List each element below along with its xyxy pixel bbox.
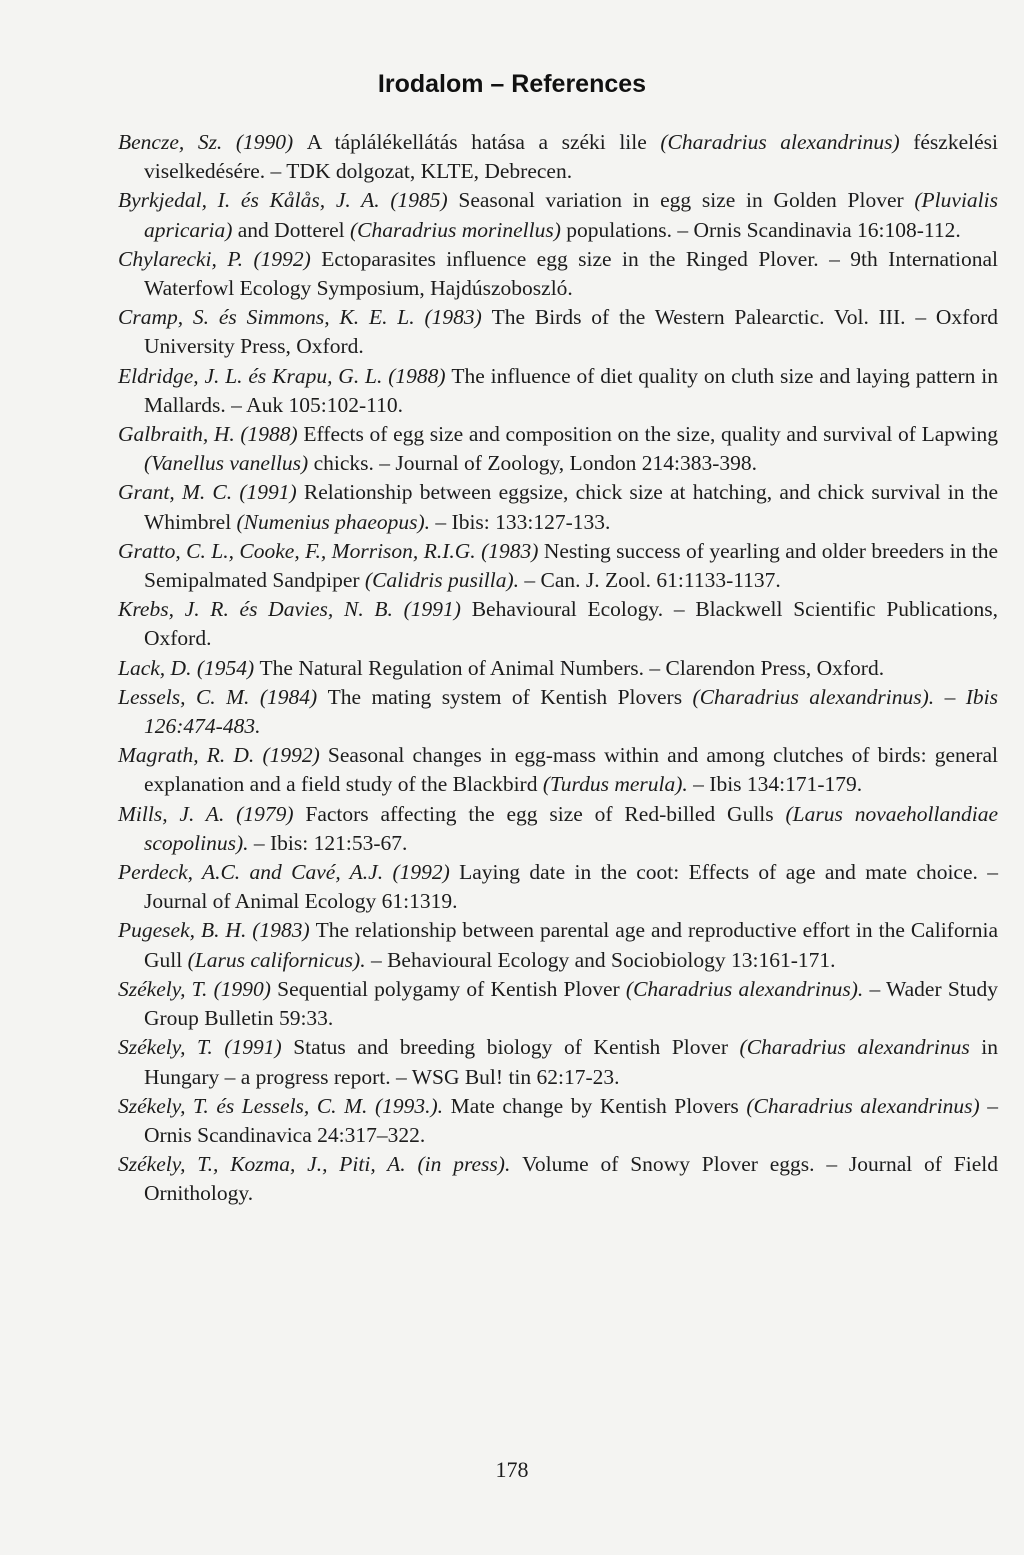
reference-italic-text: (Charadrius alexandrinus).	[625, 976, 864, 1001]
reference-italic-text: (Turdus merula).	[542, 772, 688, 797]
reference-italic-text: Grant, M. C. (1991)	[118, 480, 304, 505]
reference-italic-text: Gratto, C. L., Cooke, F., Morrison, R.I.G. (1983)	[118, 538, 544, 563]
reference-entry	[118, 654, 998, 683]
reference-entry	[118, 303, 998, 361]
reference-text: Behavioural Ecology. – Blackwell Scientific Publications, Oxford.	[144, 597, 999, 651]
reference-text: A táplálékellátás hatása a széki lile	[306, 130, 661, 154]
reference-entry	[118, 595, 998, 653]
reference-text: chicks. – Journal of Zoology, London 214:383-398.	[308, 451, 758, 476]
reference-entry	[118, 1033, 998, 1091]
reference-text: Status and breeding biology of Kentish Plover	[293, 1035, 740, 1060]
reference-text: The influence of diet quality on cluth size and laying pattern in Mallards. – Auk 105:102-110.	[144, 363, 998, 417]
reference-entry	[118, 741, 998, 799]
reference-text: Nesting success of yearling and older breeders in the Semipalmated Sandpiper	[144, 538, 998, 593]
reference-text: – Can. J. Zool. 61:1133-1137.	[519, 568, 781, 593]
reference-italic-text: (Larus californicus).	[187, 947, 366, 972]
reference-text: – Wader Study Group Bulletin 59:33.	[144, 976, 999, 1031]
reference-italic-text: Lessels, C. M. (1984)	[118, 684, 328, 709]
reference-entry	[118, 362, 998, 420]
reference-entry	[118, 186, 998, 244]
reference-italic-text: (Larus novaehollandiae scopolinus).	[144, 801, 999, 855]
reference-entry	[118, 537, 998, 595]
reference-text: Seasonal changes in egg-mass within and among clutches of birds: general explanation and a field study of the Blackbird	[144, 743, 998, 797]
reference-text: Effects of egg size and composition on the size, quality and survival of Lapwing	[303, 422, 998, 447]
reference-text: The Natural Regulation of Animal Numbers. – Clarendon Press, Oxford.	[259, 655, 885, 680]
reference-italic-text: Magrath, R. D. (1992)	[118, 743, 328, 768]
reference-italic-text: (Charadrius alexandrinus)	[746, 1093, 980, 1118]
reference-text: – Ornis Scandinavica 24:317–322.	[144, 1093, 999, 1147]
reference-entry	[118, 1092, 998, 1150]
reference-italic-text: (Pluvialis apricaria)	[144, 188, 998, 242]
reference-entry	[118, 1150, 998, 1208]
reference-text: Factors affecting the egg size of Red-billed Gulls	[305, 801, 786, 826]
reference-entry	[118, 683, 998, 741]
reference-text: populations. – Ornis Scandinavia 16:108-112.	[560, 217, 961, 242]
reference-text: The mating system of Kentish Plovers	[327, 684, 693, 709]
reference-italic-text: Bencze, Sz. (1990)	[118, 130, 307, 154]
page-number: 178	[495, 1457, 529, 1482]
reference-italic-text: (Charadrius morinellus)	[350, 217, 561, 242]
reference-italic-text: Lack, D. (1954)	[118, 655, 260, 680]
reference-italic-text: (Charadrius alexandrinus)	[660, 130, 900, 154]
reference-text: The relationship between parental age and reproductive effort in the California Gull	[144, 918, 999, 972]
reference-text: Mate change by Kentish Plovers	[450, 1093, 747, 1118]
reference-entry	[118, 800, 998, 858]
reference-italic-text: Székely, T. (1991)	[118, 1035, 294, 1060]
reference-italic-text: Krebs, J. R. és Davies, N. B. (1991)	[118, 597, 472, 622]
reference-italic-text: Byrkjedal, I. és Kålås, J. A. (1985)	[118, 188, 459, 213]
reference-entry	[118, 916, 998, 974]
reference-italic-text: Székely, T. és Lessels, C. M. (1993.).	[118, 1093, 451, 1118]
reference-italic-text: Chylarecki, P. (1992)	[118, 246, 322, 271]
reference-entry	[118, 975, 998, 1033]
reference-entry	[118, 478, 998, 536]
reference-entry	[118, 858, 998, 916]
reference-italic-text: (Calidris pusilla).	[364, 568, 520, 593]
reference-italic-text: (Vanellus vanellus)	[144, 451, 309, 476]
reference-italic-text: Perdeck, A.C. and Cavé, A.J. (1992)	[118, 860, 460, 885]
page-title: Irodalom – References	[377, 70, 647, 98]
reference-italic-text: Galbraith, H. (1988)	[118, 422, 304, 447]
reference-italic-text: Székely, T., Kozma, J., Piti, A. (in press).	[118, 1152, 523, 1177]
reference-text: The Birds of the Western Palearctic. Vol. III. – Oxford University Press, Oxford.	[144, 305, 998, 359]
reference-entry	[118, 128, 998, 186]
reference-entry	[118, 420, 998, 478]
reference-italic-text: (Numenius phaeopus).	[236, 509, 431, 534]
reference-text: Laying date in the coot: Effects of age and mate choice. – Journal of Animal Ecology 61:1319.	[144, 860, 998, 914]
reference-italic-text: (Charadrius alexandrinus	[739, 1035, 970, 1060]
reference-italic-text: Eldridge, J. L. és Krapu, G. L. (1988)	[118, 363, 452, 388]
reference-italic-text: (Charadrius alexandrinus). – Ibis 126:474-483.	[144, 684, 999, 739]
reference-text: – Ibis: 133:127-133.	[430, 509, 611, 534]
reference-text: in Hungary – a progress report. – WSG Bul! tin 62:17-23.	[144, 1035, 998, 1089]
reference-text: and Dotterel	[232, 217, 351, 242]
reference-text: Relationship between eggsize, chick size at hatching, and chick survival in the Whimbrel	[144, 480, 998, 534]
reference-text: – Behavioural Ecology and Sociobiology 13:161-171.	[365, 947, 836, 972]
reference-entry	[118, 245, 998, 303]
reference-italic-text: Pugesek, B. H. (1983)	[118, 918, 316, 943]
reference-text: Ectoparasites influence egg size in the Ringed Plover. – 9th International Waterfowl Ecology Symposium, Hajdúszoboszló.	[144, 246, 998, 301]
reference-italic-text: Mills, J. A. (1979)	[118, 801, 306, 826]
reference-list	[118, 128, 998, 1209]
reference-italic-text: Székely, T. (1990)	[118, 976, 278, 1001]
reference-italic-text: Cramp, S. és Simmons, K. E. L. (1983)	[118, 305, 492, 330]
reference-text: – Ibis 134:171-179.	[687, 772, 863, 797]
reference-text: Seasonal variation in egg size in Golden Plover	[458, 188, 915, 213]
reference-text: Sequential polygamy of Kentish Plover	[277, 976, 626, 1001]
reference-text: – Ibis: 121:53-67.	[248, 830, 408, 855]
reference-text: Volume of Snowy Plover eggs. – Journal of Field Ornithology.	[144, 1152, 998, 1206]
reference-text: fészkelési viselkedésére. – TDK dolgozat, KLTE, Debrecen.	[144, 130, 998, 184]
